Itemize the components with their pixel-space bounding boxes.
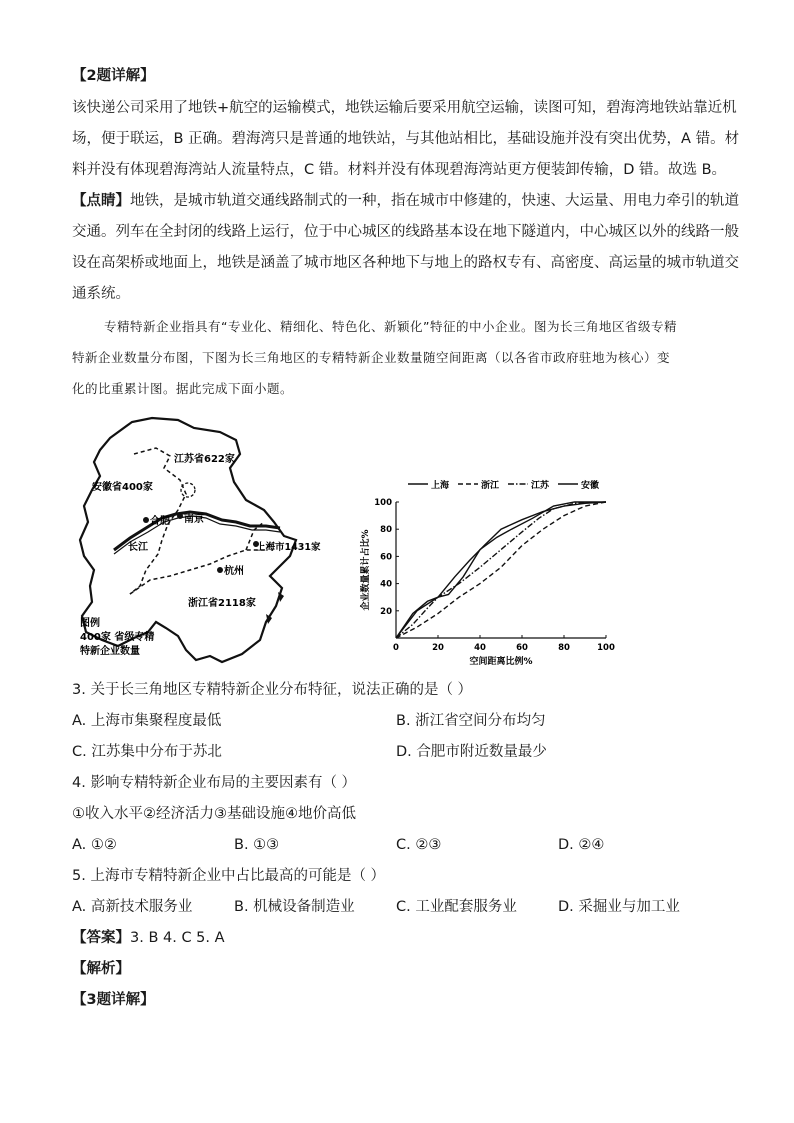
q3-option-a[interactable]: A. 上海市集聚程度最低 <box>72 713 222 729</box>
pointer-line-3: 设在高架桥或地面上，地铁是涵盖了城市地区各种地下与地上的路权专有、高密度、高运量的城市轨道交 <box>72 255 739 271</box>
x-tick-label: 0 <box>393 643 399 653</box>
label-zhejiang: 浙江省2118家 <box>188 598 256 609</box>
label-hefei: 合肥 <box>150 516 170 527</box>
q5-option-d[interactable]: D. 采掘业与加工业 <box>558 899 680 915</box>
q4-option-a[interactable]: A. ①② <box>72 837 117 853</box>
y-tick-label: 20 <box>380 606 392 617</box>
y-tick-label: 100 <box>374 498 392 508</box>
y-tick-label: 80 <box>380 525 392 536</box>
enclave-outline <box>181 483 195 497</box>
answer-label: 【答案】 <box>72 930 130 946</box>
q3-option-b[interactable]: B. 浙江省空间分布均匀 <box>396 713 546 729</box>
label-jiangsu: 江苏省622家 <box>174 454 235 465</box>
answer-text: 3. B 4. C 5. A <box>130 930 225 946</box>
material-line-1: 专精特新企业指具有“专业化、精细化、特色化、新颖化”特征的中小企业。图为长三角地区省级专精 <box>104 319 677 334</box>
chart-legend <box>408 479 599 491</box>
q4-option-b[interactable]: B. ①③ <box>234 837 280 853</box>
zhejiang-border <box>130 542 274 594</box>
analysis-header: 【解析】 <box>72 961 130 977</box>
pointer-line-4: 通系统。 <box>72 286 130 302</box>
yangtze-delta-map <box>70 410 330 670</box>
q5-stem: 5. 上海市专精特新企业中占比最高的可能是（ ） <box>72 868 386 884</box>
series-line-1 <box>396 502 606 638</box>
label-anhui: 安徽省400家 <box>92 482 153 493</box>
q4-stem: 4. 影响专精特新企业布局的主要因素有（ ） <box>72 775 357 791</box>
detail-2-line-2: 场，便于联运，B 正确。碧海湾只是普通的地铁站，与其他站相比，基础设施并没有突出优势，A 错。材 <box>72 131 740 147</box>
legend-label-1: 浙江 <box>481 481 500 491</box>
y-tick-label: 60 <box>380 552 392 563</box>
x-tick-label: 100 <box>597 643 615 653</box>
y-tick-label: 40 <box>380 579 392 590</box>
q4-items: ①收入水平②经济活力③基础设施④地价高低 <box>72 806 356 822</box>
legend-title: 图例 <box>80 618 100 629</box>
label-changjiang: 长江 <box>128 542 148 553</box>
label-shanghai: 上海市1431家 <box>256 542 321 553</box>
hangzhou-dot <box>217 567 223 573</box>
detail-2-line-1: 该快递公司采用了地铁+航空的运输模式，地铁运输后要采用航空运输，读图可知，碧海湾地铁站靠近机 <box>72 100 737 116</box>
pointer-line-1: 【点睛】地铁，是城市轨道交通线路制式的一种，指在城市中修建的，快速、大运量、用电力牵引的轨道 <box>72 193 739 209</box>
q5-option-b[interactable]: B. 机械设备制造业 <box>234 899 355 915</box>
q5-option-a[interactable]: A. 高新技术服务业 <box>72 899 193 915</box>
q4-option-d[interactable]: D. ②④ <box>558 837 605 853</box>
legend-label-2: 江苏 <box>531 481 550 491</box>
hefei-dot <box>143 517 149 523</box>
series-line-2 <box>396 502 606 638</box>
detail-2-header: 【2题详解】 <box>72 68 155 84</box>
material-line-3: 化的比重累计图。据此完成下面小题。 <box>72 381 294 396</box>
q4-option-c[interactable]: C. ②③ <box>396 837 442 853</box>
pointer-label: 【点睛】 <box>72 193 130 209</box>
legend-line-1: 400家 省级专精 <box>80 632 155 643</box>
legend-label-3: 安徽 <box>581 481 600 491</box>
x-tick-label: 60 <box>516 643 528 653</box>
x-tick-label: 80 <box>558 643 570 653</box>
y-axis-label: 企业数量累计占比% <box>361 529 371 611</box>
label-nanjing: 南京 <box>184 514 204 525</box>
q5-option-c[interactable]: C. 工业配套服务业 <box>396 899 517 915</box>
series-line-3 <box>396 502 606 638</box>
x-tick-label: 20 <box>432 643 444 653</box>
x-tick-label: 40 <box>474 643 486 653</box>
series-line-0 <box>396 502 606 638</box>
q3-option-c[interactable]: C. 江苏集中分布于苏北 <box>72 744 222 760</box>
detail-2-line-3: 料并没有体现碧海湾站人流量特点，C 错。材料并没有体现碧海湾站更方便装卸传输，D 错。故选 B。 <box>72 162 727 178</box>
nanjing-dot <box>177 513 183 519</box>
detail-3-header: 【3题详解】 <box>72 992 155 1008</box>
q3-stem: 3. 关于长三角地区专精特新企业分布特征，说法正确的是（ ） <box>72 682 473 698</box>
x-axis-label: 空间距离比例% <box>469 657 533 667</box>
label-hangzhou: 杭州 <box>224 566 244 577</box>
q3-option-d[interactable]: D. 合肥市附近数量最少 <box>396 744 547 760</box>
cumulative-share-chart <box>356 470 626 670</box>
answer-line <box>72 928 225 948</box>
pointer-line-2: 交通。列车在全封闭的线路上运行，位于中心城区的线路基本设在地下隧道内，中心城区以外的线路一般 <box>72 224 739 240</box>
material-line-2: 特新企业数量分布图，下图为长三角地区的专精特新企业数量随空间距离（以各省市政府驻地为核心）变 <box>72 350 671 365</box>
legend-label-0: 上海 <box>431 481 450 491</box>
legend-line-2: 特新企业数量 <box>80 646 140 657</box>
